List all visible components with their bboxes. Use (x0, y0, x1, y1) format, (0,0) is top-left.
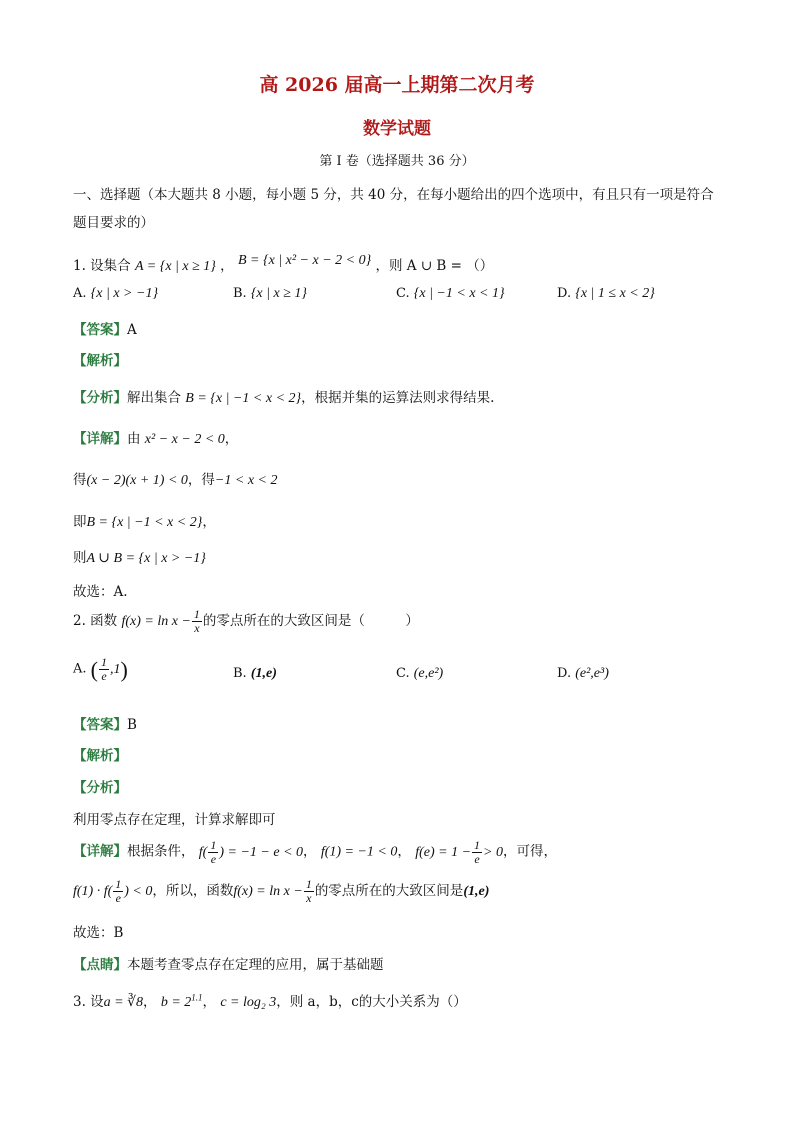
q1-option-c (396, 286, 505, 302)
answer-label: 【答案】 (73, 717, 127, 733)
expr-part: f(e) = 1 − (415, 844, 472, 860)
fraction-denominator: e (115, 891, 121, 906)
question-2 (73, 608, 419, 635)
volume-heading: 第 I 卷（选择题共 36 分） (319, 154, 475, 169)
option-letter: D. (557, 666, 572, 681)
option-text: {x | 1 ≤ x < 2} (575, 286, 655, 301)
detail-expr-1 (198, 838, 304, 866)
detail-func-fraction (304, 878, 314, 905)
fenxi-label: 【分析】 (73, 390, 127, 406)
step-text: 得 (73, 472, 87, 488)
q1-choice (73, 580, 128, 600)
expr-part: > 0 (483, 844, 503, 860)
fraction-denominator: e (101, 669, 107, 683)
fraction-numerator: 1 (193, 607, 200, 621)
q3-tail: ，则 a，b，c的大小关系为（） (276, 994, 467, 1010)
question-3: 3. 设a = ∛8， $b = 2^{1.1}$， c = log₂ 3，则 a，b，c的大小关系为（） (73, 992, 467, 1010)
detail-func: f(x) = ln x − (233, 884, 303, 899)
q1-number: 1. 设集合 (73, 258, 131, 274)
q3-a: a = ∛8 (103, 995, 144, 1010)
q1-set-a: A = {x | x ≥ 1} (134, 259, 216, 274)
q2-fraction (192, 608, 202, 635)
q1-fenxi (73, 386, 494, 407)
answer-value: B (127, 717, 137, 733)
fraction-denominator: x (194, 621, 200, 635)
fenxi-math: B = {x | −1 < x < 2} (185, 391, 302, 406)
option-text: (e,e²) (413, 666, 444, 681)
analysis-label: 【解析】 (73, 353, 127, 369)
q1-analysis-label (73, 349, 127, 369)
step-text-tail: ， (224, 431, 239, 447)
dianjing-label: 【点睛】 (73, 957, 127, 973)
step-math: B = {x | −1 < x < 2} (86, 515, 203, 530)
step-text-tail: ， (202, 514, 216, 530)
q2-function: f(x) = ln x − (121, 614, 191, 629)
detail-mid: ，所以，函数 (152, 883, 234, 899)
q2-fenxi-label (73, 776, 127, 796)
option-letter: A. (73, 661, 87, 677)
q1-option-d (557, 286, 655, 302)
q2-answer (73, 713, 137, 733)
detail-product (73, 877, 153, 906)
option-text: ( $\frac{1}{e}$ ,1) (90, 655, 128, 683)
fenxi-text-tail: ，根据并集的运算法则求得结果. (301, 390, 495, 406)
q1-option-b (233, 286, 307, 302)
q1-detail-step2 (73, 468, 277, 489)
q3-c: c = log₂ 3 (220, 995, 277, 1010)
fraction-numerator: 1 (101, 655, 107, 669)
q1-sep: ， (220, 258, 234, 274)
q2-detail-line2 (73, 878, 489, 905)
step-math-2: −1 < x < 2 (214, 473, 278, 488)
step-text: 则 (73, 550, 87, 566)
question-1 (73, 254, 493, 275)
q3-number: 3. 设 (73, 994, 104, 1010)
option-text: {x | x ≥ 1} (250, 286, 307, 301)
expr-part: ) = −1 − e < 0 (219, 844, 304, 860)
step-math: (x − 2)(x + 1) < 0 (86, 473, 188, 488)
q1-tail: ，则 A ∪ B = （） (375, 258, 494, 274)
q3-b (160, 992, 203, 1010)
section-instructions-line2: 题目要求的） (73, 215, 154, 231)
detail-answer-interval: (1,e) (463, 884, 490, 899)
expr-part: b = 2 (160, 995, 192, 1010)
analysis-label: 【解析】 (73, 748, 127, 764)
q2-dianjing (73, 953, 384, 973)
detail-label: 【详解】 (73, 431, 127, 447)
q2-number: 2. 函数 (73, 613, 118, 629)
fraction-numerator: 1 (210, 838, 217, 852)
q2-analysis-label (73, 744, 127, 764)
expr-part: f( (198, 844, 208, 860)
q1-answer (73, 318, 137, 338)
choice-label: 故选： (73, 925, 114, 941)
choice-value: A. (113, 584, 128, 600)
q1-option-a (73, 286, 158, 302)
step-math: A ∪ B = {x | x > −1} (86, 551, 206, 566)
q1-set-b: B = {x | x² − x − 2 < 0} (237, 253, 372, 268)
q2-detail-line1: 【详解】根据条件， f( $\frac{1}{e}$ ) = −1 − e < 0， f(1) = −1 < 0， f(e) = 1 − $\frac{1}{e}$ > 0，可得， (73, 838, 557, 866)
detail-expr-2: f(1) = −1 < 0 (320, 844, 398, 860)
choice-label: 故选： (73, 584, 114, 600)
q2-option-a (73, 656, 128, 683)
q2-option-d (557, 666, 609, 682)
option-text: (e²,e³) (575, 666, 609, 681)
detail-text: 根据条件， (127, 843, 195, 860)
detail-tail: ，可得， (502, 843, 557, 860)
option-letter: C. (396, 666, 410, 681)
step-text: 由 (127, 431, 141, 447)
exam-title: 高 2026 届高一上期第二次月考 (259, 74, 535, 96)
detail-tail: 的零点所在的大致区间是 (314, 883, 464, 899)
q1-detail-step3 (73, 510, 216, 531)
exam-subject: 数学试题 (363, 119, 431, 139)
choice-value: B (113, 925, 124, 941)
step-text-mid: ，得 (187, 472, 215, 488)
dianjing-text: 本题考查零点存在定理的应用，属于基础题 (127, 957, 384, 973)
option-letter: B. (233, 666, 247, 681)
option-letter: C. (396, 286, 410, 301)
fenxi-label: 【分析】 (73, 780, 127, 796)
expr-part: ) < 0 (124, 884, 153, 899)
answer-label: 【答案】 (73, 322, 127, 338)
step-math: x² − x − 2 < 0 (144, 432, 225, 447)
q2-option-c (396, 666, 443, 682)
option-text: {x | x > −1} (90, 286, 159, 301)
fraction-denominator: e (474, 852, 480, 866)
detail-label: 【详解】 (73, 843, 127, 860)
fraction-numerator: 1 (474, 838, 481, 852)
option-text: (1,e) (250, 666, 277, 681)
q1-detail-step4 (73, 546, 206, 567)
option-letter: A. (73, 286, 87, 301)
fenxi-text: 解出集合 (127, 390, 181, 406)
step-text: 即 (73, 514, 87, 530)
q2-fenxi-text: 利用零点存在定理，计算求解即可 (73, 812, 276, 828)
option-letter: B. (233, 286, 247, 301)
q2-tail: 的零点所在的大致区间是（ ） (202, 613, 419, 629)
option-a-tail: ,1 (110, 661, 121, 677)
answer-value: A (127, 322, 137, 338)
expr-part: f(1) · f( (73, 884, 113, 899)
q1-detail-step1 (73, 427, 238, 448)
option-text: {x | −1 < x < 1} (413, 286, 505, 301)
q2-choice (73, 921, 123, 941)
q2-option-b (233, 666, 277, 682)
exponent: 1.1 (191, 992, 203, 1003)
fraction-numerator: 1 (115, 877, 122, 892)
fraction-denominator: x (306, 891, 312, 905)
fraction-numerator: 1 (305, 877, 312, 891)
detail-expr-3 (415, 838, 503, 866)
section-instructions-line1: 一、选择题（本大题共 8 小题，每小题 5 分，共 40 分，在每小题给出的四个选项中，有且只有一项是符合 (73, 187, 714, 203)
option-letter: D. (557, 286, 572, 301)
fraction-denominator: e (210, 852, 217, 866)
